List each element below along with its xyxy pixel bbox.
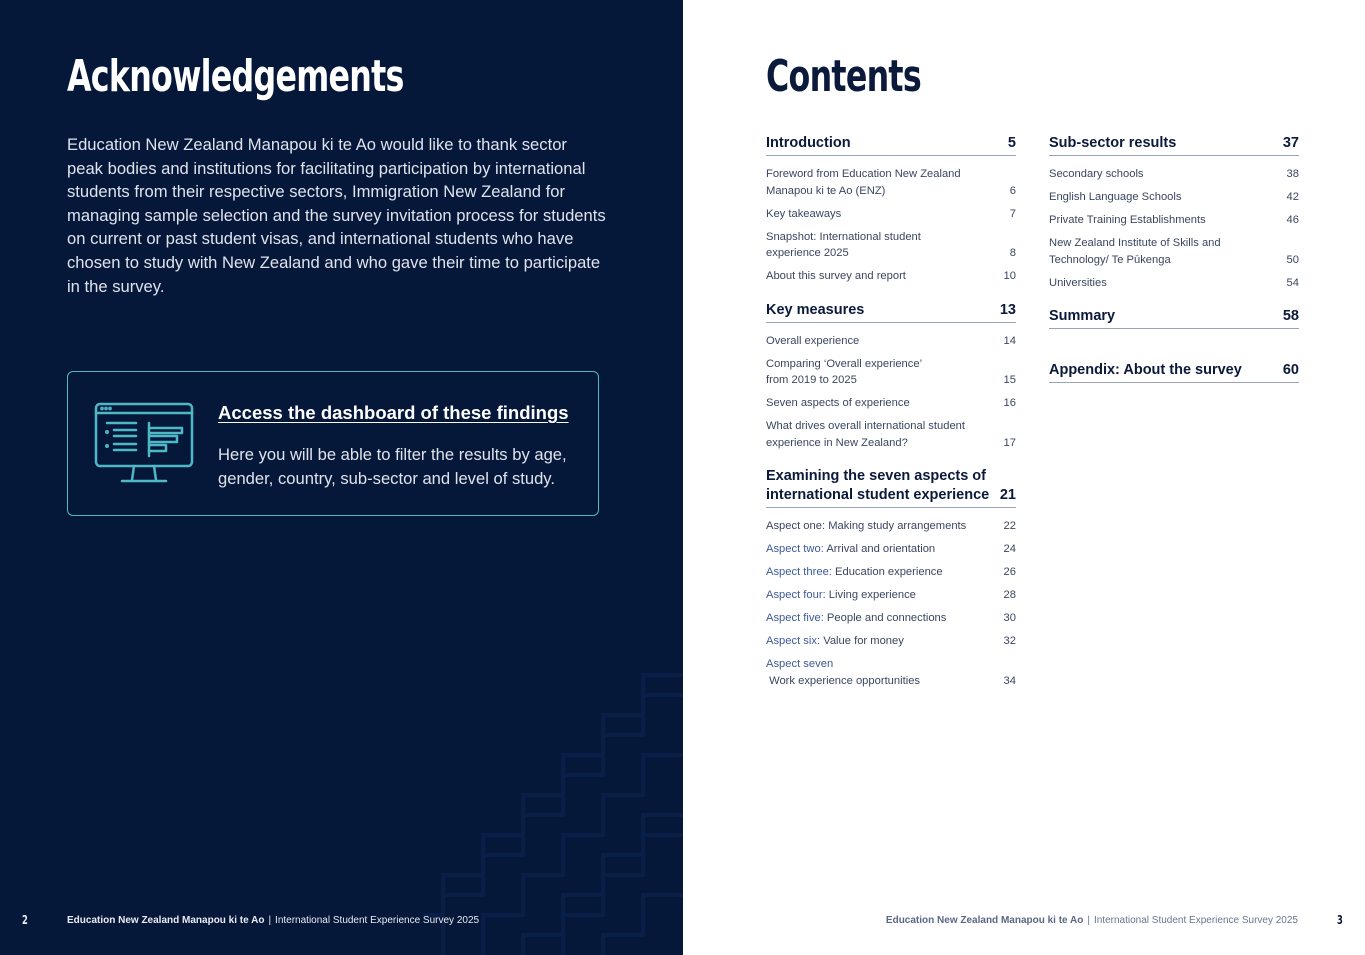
toc-item-label: People and connections [823, 612, 947, 624]
toc-heading-label: Summary [1049, 308, 1116, 324]
toc-item[interactable] [766, 268, 1016, 285]
toc-item-prefix: Aspect four: [766, 589, 826, 601]
toc-item-label: Universities [1049, 276, 1107, 289]
toc-item-label: Work experience opportunities [766, 674, 921, 687]
toc-item[interactable] [766, 564, 1016, 581]
toc-item[interactable] [1049, 189, 1299, 206]
toc-item-label: Snapshot: International student experience 2025 [766, 230, 921, 259]
toc-item-label: Overall experience [766, 334, 860, 347]
footer-separator: | [268, 915, 272, 926]
page-footer [67, 915, 479, 926]
toc-item-page: 8 [1009, 247, 1016, 259]
toc-heading-page: 58 [1282, 308, 1299, 324]
toc-item[interactable] [766, 395, 1016, 412]
toc-heading-page: 37 [1282, 135, 1299, 151]
footer-publication: International Student Experience Survey 2025 [1093, 915, 1298, 926]
toc-item-label: Arrival and orientation [823, 543, 936, 555]
toc-item[interactable] [766, 633, 1016, 650]
toc-item-page: 54 [1286, 276, 1299, 289]
toc-item-prefix: Aspect two: [766, 543, 824, 555]
page-number: 3 [1337, 913, 1343, 927]
toc-item[interactable] [1049, 166, 1299, 183]
toc-item-prefix: Aspect five: [766, 612, 824, 624]
toc-item-page: 38 [1286, 168, 1299, 180]
toc-column-1 [766, 134, 1016, 696]
toc-item[interactable] [1049, 212, 1299, 229]
toc-heading[interactable] [766, 134, 1016, 156]
footer-org: Education New Zealand Manapou ki te Ao [67, 915, 265, 926]
toc-item-label: Foreword from Education New Zealand Manapou ki te Ao (ENZ) [766, 168, 961, 197]
toc-heading-label: Sub-sector results [1049, 135, 1177, 151]
toc-item-prefix: Aspect three: [766, 566, 832, 578]
toc-item-label: Comparing ‘Overall experience’ from 2019 to 2025 [766, 357, 922, 386]
toc-item-label: Aspect one: Making study arrangements [766, 520, 967, 532]
toc-heading[interactable] [766, 467, 1016, 508]
footer-publication: International Student Experience Survey 2025 [275, 915, 480, 926]
toc-item[interactable] [766, 541, 1016, 558]
page-title: Contents [766, 51, 921, 102]
toc-item[interactable] [766, 587, 1016, 604]
toc-item-label: Value for money [820, 635, 904, 647]
toc-section-sub-sector [1049, 134, 1299, 291]
dashboard-link[interactable]: Access the dashboard of these findings [218, 402, 569, 423]
toc-item-page: 34 [1003, 674, 1016, 687]
toc-item-label: What drives overall international student experience in New Zealand? [766, 420, 965, 449]
toc-item-page: 42 [1286, 191, 1299, 203]
toc-item-label: English Language Schools [1049, 191, 1182, 203]
monitor-dashboard-icon [94, 402, 194, 486]
toc-heading-label: Appendix: About the survey [1049, 362, 1242, 378]
toc-item-label: Key takeaways [766, 207, 842, 220]
toc-item-page: 46 [1286, 214, 1299, 226]
toc-heading[interactable] [1049, 307, 1299, 329]
toc-item-label: Secondary schools [1049, 168, 1144, 180]
toc-section-introduction [766, 134, 1016, 285]
toc-heading-page: 60 [1282, 362, 1299, 378]
toc-item-page: 22 [1003, 520, 1016, 532]
footer-org: Education New Zealand Manapou ki te Ao [885, 915, 1084, 926]
toc-item-page: 32 [1003, 635, 1016, 647]
toc-item[interactable] [766, 656, 1016, 689]
toc-item-page: 14 [1003, 334, 1016, 347]
toc-heading[interactable] [1049, 134, 1299, 156]
contents-page [683, 0, 1365, 955]
toc-item-label: New Zealand Institute of Skills and Technology/ Te Pūkenga [1049, 237, 1221, 266]
toc-item-page: 30 [1003, 612, 1016, 624]
toc-item[interactable] [766, 166, 1016, 199]
toc-item-page: 6 [1009, 184, 1016, 197]
toc-item-label: Education experience [831, 566, 943, 578]
toc-item-page: 50 [1286, 253, 1299, 266]
toc-item[interactable] [1049, 235, 1299, 268]
toc-item-page: 24 [1003, 543, 1016, 555]
page-footer [886, 915, 1298, 926]
toc-item-page: 28 [1003, 589, 1016, 601]
toc-item-page: 10 [1003, 270, 1016, 282]
toc-item[interactable] [766, 356, 1016, 389]
toc-item-page: 7 [1009, 207, 1016, 220]
dashboard-callout [67, 371, 599, 516]
toc-item-page: 17 [1003, 436, 1016, 449]
toc-heading-page: 21 [999, 487, 1016, 503]
toc-section-key-measures [766, 301, 1016, 452]
toc-item-prefix: Aspect six: [766, 635, 821, 647]
toc-heading-label: Examining the seven aspects of international student experience [766, 468, 990, 503]
toc-item-page: 26 [1003, 566, 1016, 578]
footer-separator: | [1087, 915, 1090, 926]
toc-heading-page: 5 [1007, 135, 1016, 151]
toc-column-2 [1049, 134, 1299, 383]
toc-item-label: Living experience [825, 589, 916, 601]
acknowledgements-body: Education New Zealand Manapou ki te Ao would like to thank sector peak bodies and institutions for facilitating participation by international students from their respective sectors, Immigration New Zealand for managing sample selection and the survey invitation process for students on current or past student visas, and international students who have chosen to study with New Zealand and who gave their time to participate in the survey. [67, 135, 606, 296]
toc-item[interactable] [766, 333, 1016, 350]
toc-item[interactable] [766, 418, 1016, 451]
toc-section-appendix [1049, 361, 1299, 383]
toc-section-seven-aspects [766, 467, 1016, 689]
toc-item-label: Seven aspects of experience [766, 397, 910, 409]
toc-item[interactable] [766, 610, 1016, 627]
toc-item-page: 15 [1003, 374, 1016, 386]
dashboard-description: Here you will be able to filter the results by age, gender, country, sub-sector and level of study. [218, 445, 567, 488]
background-pattern [423, 655, 683, 955]
page-number: 2 [22, 913, 28, 927]
toc-heading-label: Key measures [766, 301, 865, 318]
page-title: Acknowledgements [67, 51, 404, 102]
toc-item-label: About this survey and report [766, 270, 906, 282]
toc-heading[interactable] [1049, 361, 1299, 383]
toc-section-summary [1049, 307, 1299, 329]
toc-item-page: 16 [1003, 397, 1016, 409]
toc-heading[interactable] [766, 301, 1016, 323]
toc-item[interactable] [1049, 275, 1299, 292]
toc-item[interactable] [766, 229, 1016, 262]
toc-heading-label: Introduction [766, 135, 851, 151]
toc-item[interactable] [766, 206, 1016, 223]
toc-item-label: Private Training Establishments [1049, 214, 1206, 226]
toc-item[interactable] [766, 518, 1016, 535]
toc-item-prefix: Aspect seven [766, 658, 834, 670]
toc-heading-page: 13 [999, 301, 1016, 318]
